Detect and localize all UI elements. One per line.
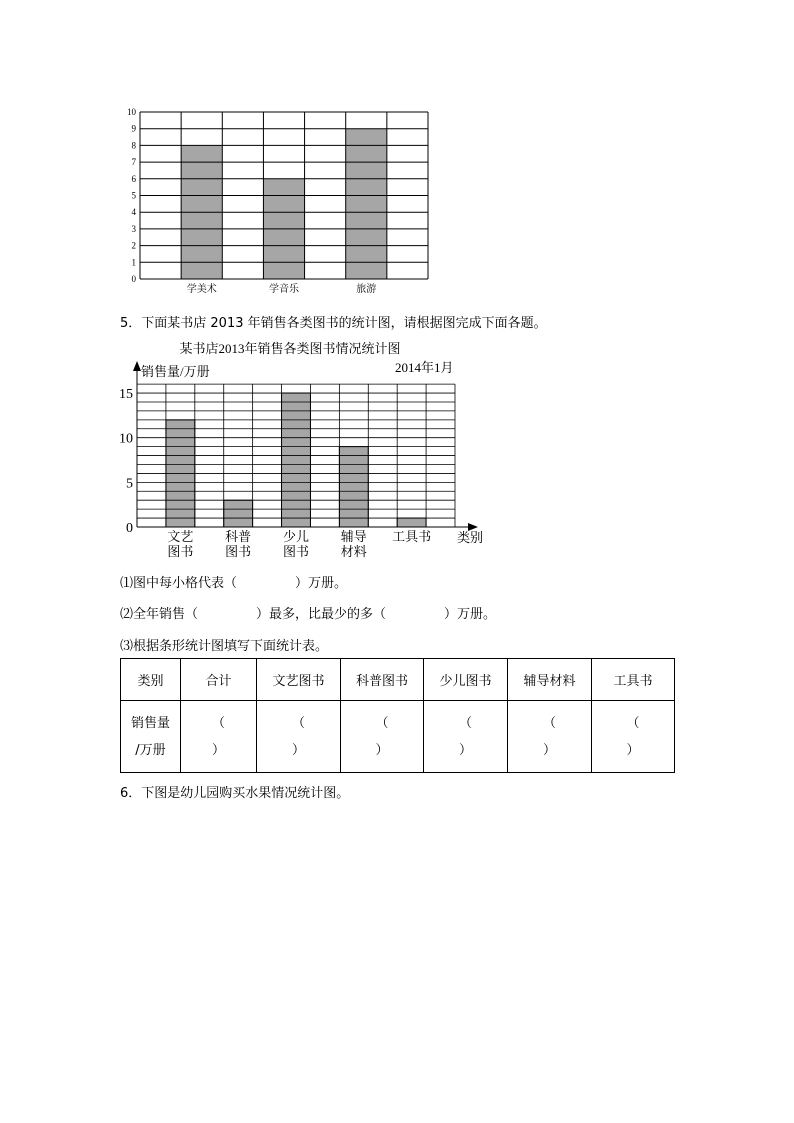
x-tick-label: 旅游 [356,284,377,295]
paren-open: （ [626,715,640,731]
x-tick-label: 科普 [225,529,252,544]
paren-open: （ [375,715,389,731]
table-header-cell: 辅导材料 [508,659,592,701]
x-tick-label: 学美术 [186,284,217,295]
y-tick-label: 1 [131,257,136,268]
paren-open: （ [542,715,556,731]
table-row [121,701,675,773]
paren-close: ） [211,742,225,758]
y-axis-arrow [133,361,141,371]
sales-statistics-table [120,658,675,773]
x-tick-label: 学音乐 [269,284,299,295]
paren-close: ） [291,742,305,758]
row-label-line2: /万册 [135,742,166,758]
y-tick-label: 3 [131,223,136,234]
bar [282,393,311,527]
answer-cell[interactable] [257,701,341,773]
y-tick-label: 0 [131,274,136,284]
x-tick-label: 图书 [282,544,310,559]
paren-close: ） [458,742,472,758]
sub-question-2 [120,603,496,622]
x-tick-label: 文艺 [167,529,194,544]
x-tick-label: 图书 [167,544,194,559]
row-label-cell [121,701,181,773]
sub-question-1-suffix: ）万册。 [295,576,348,591]
x-tick-label: 图书 [225,544,252,559]
table-header-cell: 科普图书 [341,659,424,701]
table-header-cell: 工具书 [592,659,675,701]
sub-question-1-prefix: ⑴图中每小格代表（ [120,576,238,591]
x-tick-label: 少儿 [282,529,310,544]
y-tick-label: 5 [126,476,133,492]
y-tick-label: 15 [119,387,133,403]
sub-question-3: ⑶根据条形统计图填写下面统计表。 [120,639,329,654]
answer-cell[interactable] [592,701,675,773]
bar [397,518,426,527]
table-header-cell: 少儿图书 [424,659,508,701]
chart-date: 2014年1月 [395,360,454,375]
paren-close: ） [542,742,556,758]
x-tick-label: 工具书 [392,529,432,544]
y-tick-label: 10 [119,431,133,447]
y-tick-label: 5 [131,190,136,201]
sub-question-1 [120,572,347,591]
bar [339,447,368,527]
table-header-row [121,659,675,701]
answer-cell[interactable] [424,701,508,773]
y-tick-label: 6 [131,173,136,184]
table-header-cell: 文艺图书 [257,659,341,701]
table-header-cell: 合计 [181,659,257,701]
sub-question-2-middle: ）最多，比最少的多（ [256,607,387,622]
bar [224,500,253,527]
answer-cell[interactable] [508,701,592,773]
sub-question-2-suffix: ）万册。 [444,607,497,622]
chart-title: 某书店2013年销售各类图书情况统计图 [179,341,401,356]
y-tick-label: 4 [131,207,136,218]
paren-open: （ [458,715,472,731]
y-tick-label: 9 [131,123,136,134]
sub-question-2-prefix: ⑵全年销售（ [120,607,199,622]
paren-open: （ [291,715,305,731]
answer-cell[interactable] [341,701,424,773]
table-header-cell: 类别 [121,659,181,701]
y-tick-label: 0 [126,521,133,536]
y-tick-label: 2 [131,240,136,251]
question-6-text: 6．下图是幼儿园购买水果情况统计图。 [120,786,350,801]
row-label-line1: 销售量 [130,715,170,731]
y-axis-label: 销售量/万册 [141,364,210,379]
paren-close: ） [375,742,389,758]
answer-cell[interactable] [181,701,257,773]
paren-open: （ [211,715,225,731]
x-axis-label: 类别 [457,530,484,545]
y-tick-label: 8 [131,140,136,151]
y-tick-label: 7 [131,157,136,168]
paren-close: ） [626,742,640,758]
question-5-text: 5．下面某书店 2013 年销售各类图书的统计图，请根据图完成下面各题。 [120,316,547,331]
y-tick-label: 10 [127,107,136,117]
x-tick-label: 材料 [340,544,367,559]
x-tick-label: 辅导 [340,529,367,544]
